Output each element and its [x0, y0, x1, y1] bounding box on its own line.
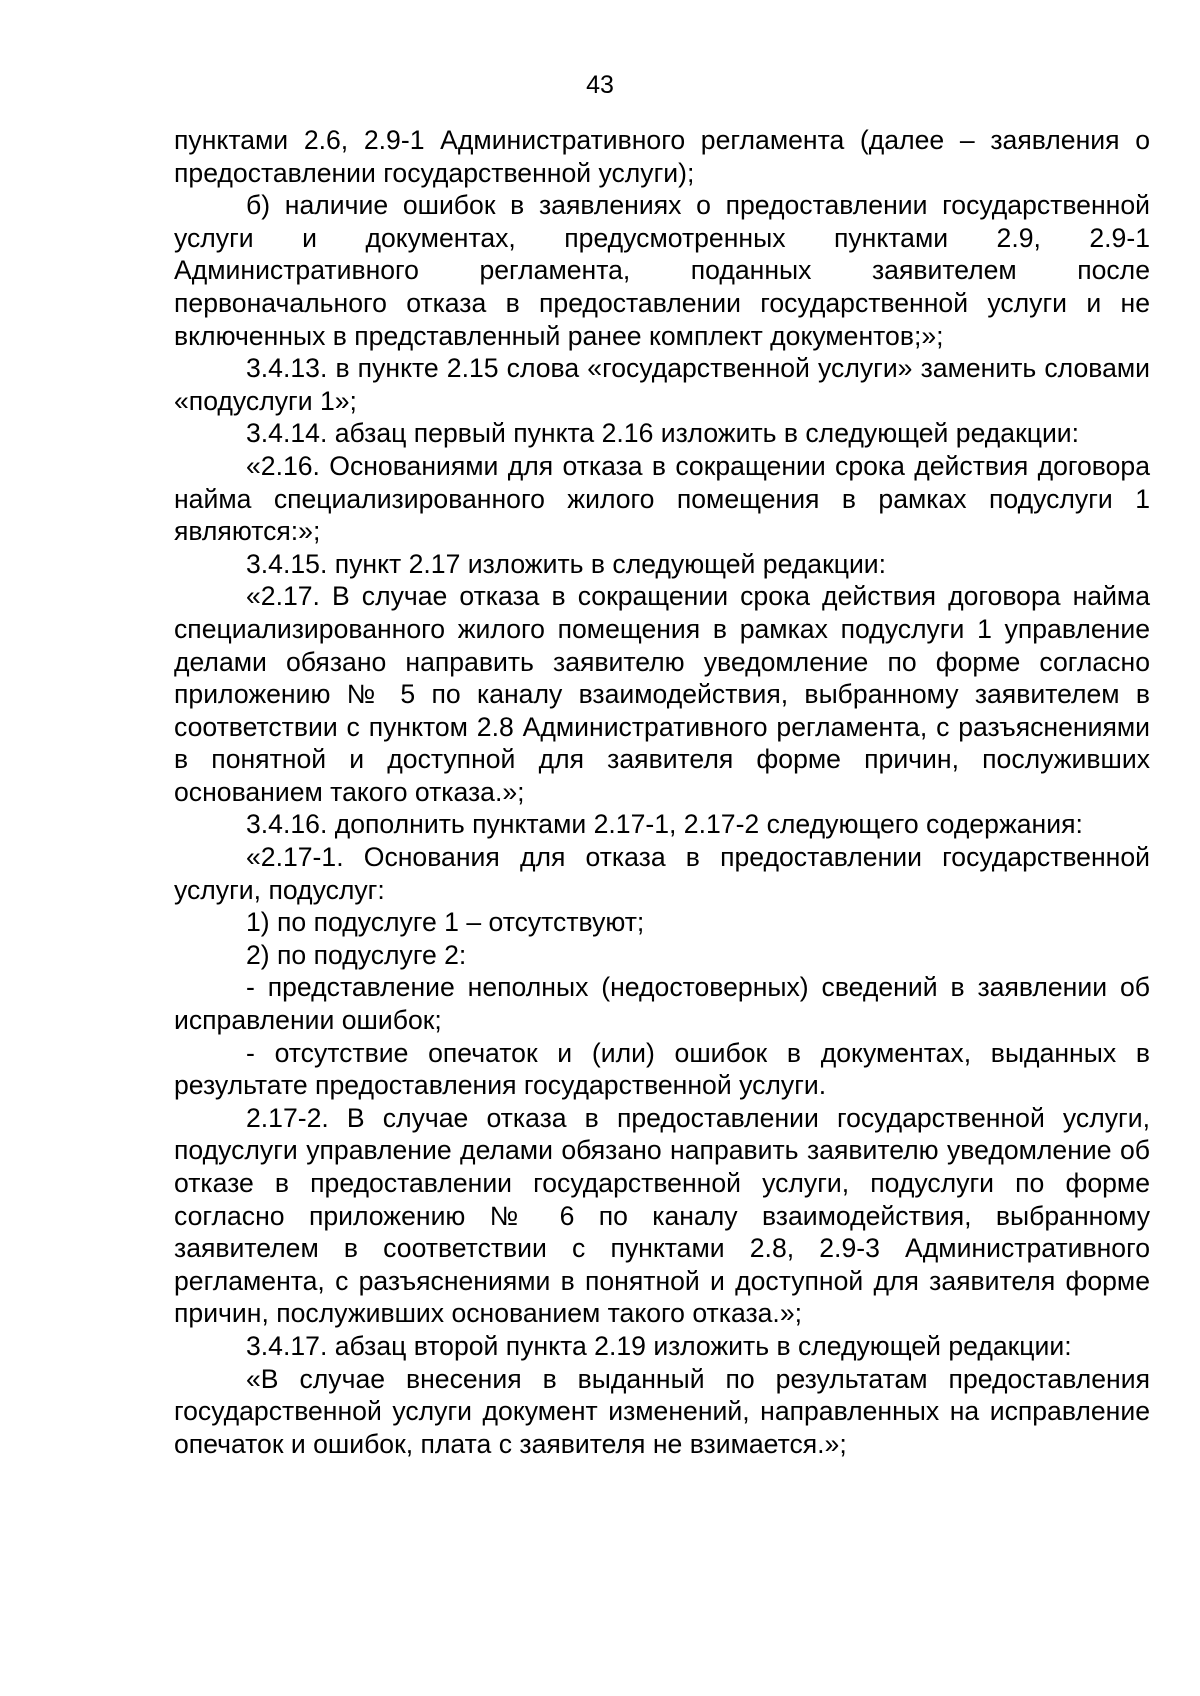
- paragraph: 2) по подуслуге 2:: [246, 939, 467, 970]
- paragraph: «2.17-1. Основания для отказа в предоставлении государственной услуги, подуслуг:: [174, 842, 1150, 905]
- paragraph: 3.4.17. абзац второй пункта 2.19 изложить в следующей редакции:: [246, 1330, 1072, 1361]
- paragraph: 2.17-2. В случае отказа в предоставлении государственной услуги, подуслуги управление делами обязано направить заявителю уведомление об отказе в предоставлении государственной услуги, подуслуги по форме согласно приложению № 6 по каналу взаимодействия, выбранному заявителем в соответствии с пунктами 2.8, 2.9-3 Административного регламента, с разъяснениями в понятной и доступной для заявителя форме причин, послуживших основанием такого отказа.»;: [174, 1102, 1150, 1329]
- paragraph: 3.4.14. абзац первый пункта 2.16 изложить в следующей редакции:: [246, 418, 1080, 449]
- paragraph: 3.4.15. пункт 2.17 изложить в следующей редакции:: [246, 548, 887, 579]
- paragraph: «2.17. В случае отказа в сокращении срока действия договора найма специализированного жилого помещения в рамках подуслуги 1 управление делами обязано направить заявителю уведомление по форме согласно приложению № 5 по каналу взаимодействия, выбранному заявителем в соответствии с пунктом 2.8 Административного регламента, с разъяснениями в понятной и доступной для заявителя форме причин, послуживших основанием такого отказа.»;: [174, 581, 1150, 807]
- paragraph: 1) по подуслуге 1 – отсутствуют;: [246, 907, 645, 938]
- page-number: 43: [586, 71, 614, 99]
- document-body: [174, 124, 1150, 1460]
- paragraph: - отсутствие опечаток и (или) ошибок в документах, выданных в результате предоставления государственной услуги.: [174, 1037, 1150, 1101]
- paragraph: 3.4.16. дополнить пунктами 2.17-1, 2.17-2 следующего содержания:: [246, 809, 1083, 840]
- paragraph: «2.16. Основаниями для отказа в сокращении срока действия договора найма специализированного жилого помещения в рамках подуслуги 1 являются:»;: [174, 450, 1150, 547]
- paragraph: «В случае внесения в выданный по результатам предоставления государственной услуги документ изменений, направленных на исправление опечаток и ошибок, плата с заявителя не взимается.»;: [174, 1363, 1150, 1459]
- paragraph: пунктами 2.6, 2.9-1 Административного регламента (далее – заявления о предоставлении государственной услуги);: [174, 125, 1150, 188]
- paragraph: 3.4.13. в пункте 2.15 слова «государственной услуги» заменить словами «подуслуги 1»;: [174, 353, 1150, 416]
- paragraph: - представление неполных (недостоверных) сведений в заявлении об исправлении ошибок;: [174, 972, 1150, 1036]
- paragraph: б) наличие ошибок в заявлениях о предоставлении государственной услуги и документах, предусмотренных пунктами 2.9, 2.9-1 Административного регламента, поданных заявителем после первоначального отказа в предоставлении государственной услуги и не включенных в представленный ранее комплект документов;»;: [174, 190, 1150, 351]
